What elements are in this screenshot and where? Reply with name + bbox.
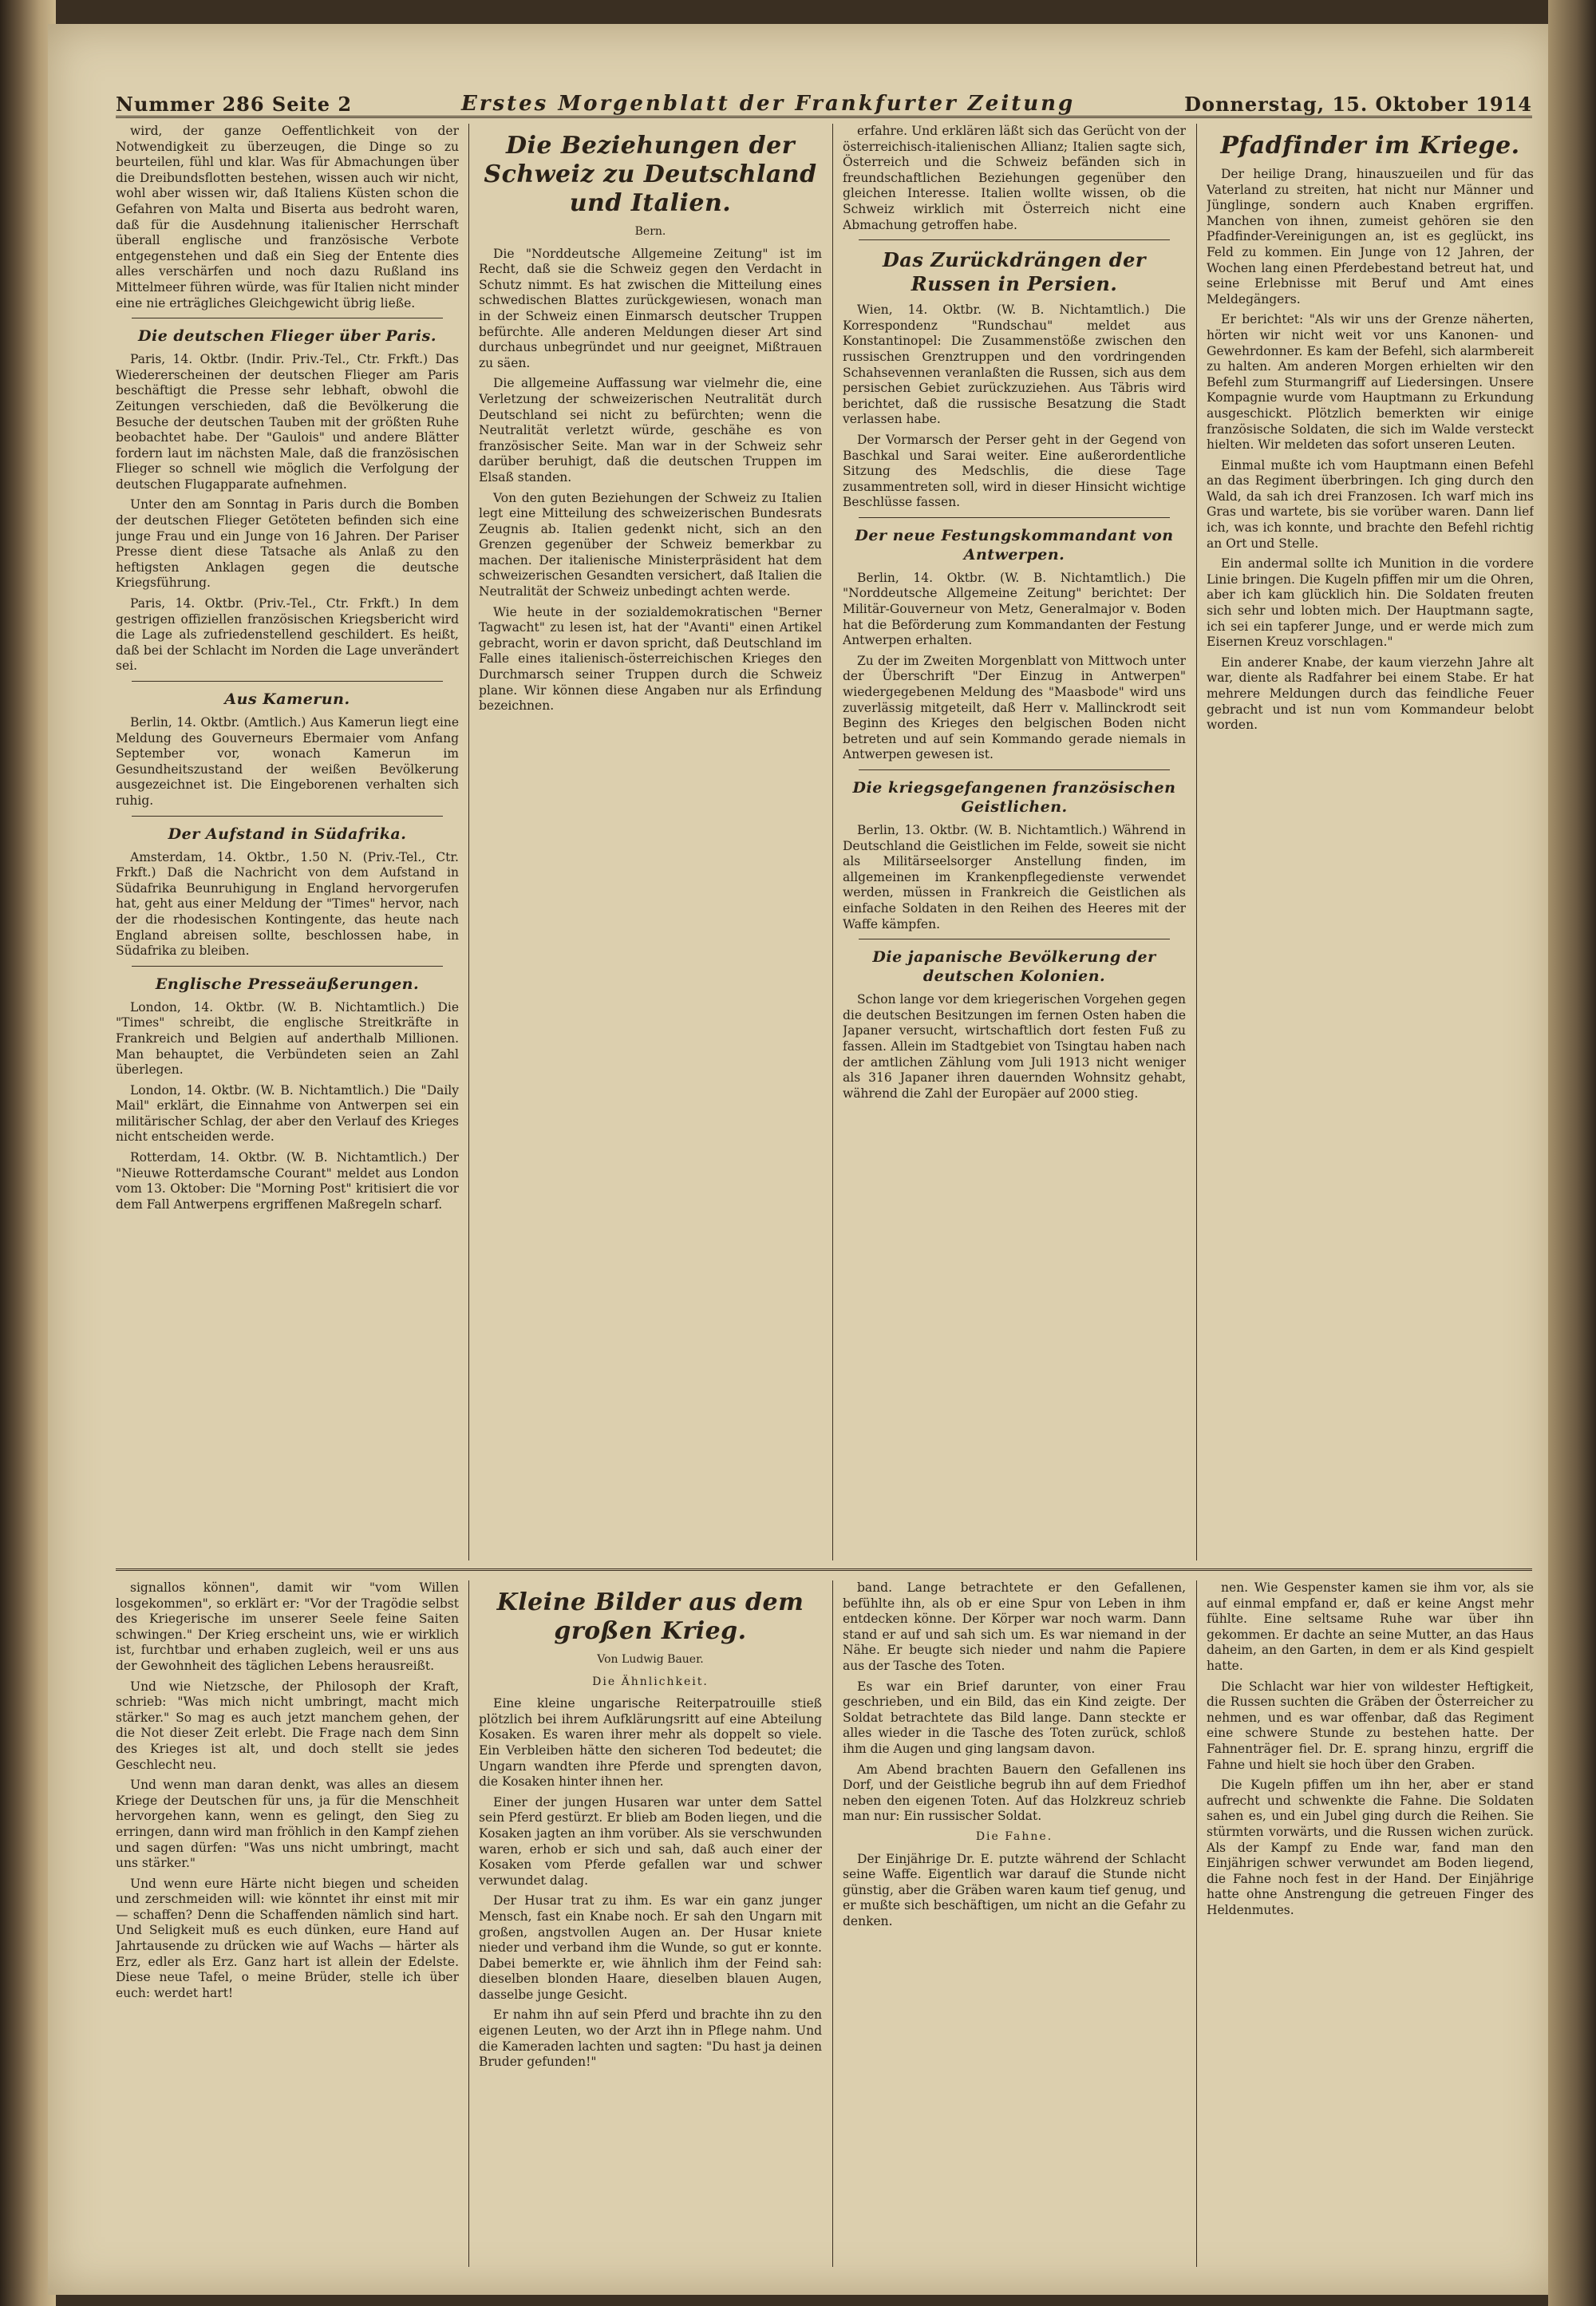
paragraph: Es war ein Brief darunter, von einer Frau geschrieben, und ein Bild, das ein Kind zeigte. Der Soldat betrachtete das Bild lange. Dann steckte er alles wieder in die Tasche des Toten zurück, schloß ihm die Augen und ging langsam davon.	[843, 1679, 1186, 1756]
paragraph: erfahre. Und erklären läßt sich das Gerücht von der österreichisch-italienischen Allianz; Italien sagte sich, Österreich und die Schweiz befänden sich in freundschaftlichen Beziehungen gegenüber den gleichen Interesse. Italien wollte wissen, ob die Schweiz wirklich mit Österreich nicht eine Abmachung getroffen habe.	[843, 124, 1186, 232]
paragraph: Unter den am Sonntag in Paris durch die Bomben der deutschen Flieger Getöteten befinden sich eine junge Frau und ein Junge von 16 Jahren. Der Pariser Presse dient diese Tatsache als Anlaß zu den heftigsten Anklagen gegen die deutsche Kriegsführung.	[116, 497, 459, 591]
paragraph: Schon lange vor dem kriegerischen Vorgehen gegen die deutschen Besitzungen im fernen Osten haben die Japaner versucht, wirtschaftlich dort festen Fuß zu fassen. Allein im Stadtgebiet von Tsingtau haben nach der amtlichen Zählung vom Juli 1913 nicht weniger als 316 Japaner ihren dauernden Wohnsitz gehabt, während die Zahl der Europäer auf 2000 stieg.	[843, 992, 1186, 1101]
newspaper-page	[48, 24, 1556, 2295]
feuilleton-column-4	[1207, 1580, 1534, 2267]
paragraph: Amsterdam, 14. Oktbr., 1.50 N. (Priv.-Tel., Ctr. Frkft.) Daß die Nachricht von dem Aufstand in Südafrika Beunruhigung in England hervorgerufen hat, geht aus einer Meldung der "Times" hervor, nach der die rhodesischen Kontingente, das heute nach England abreisen sollte, beschlossen habe, in Südafrika zu bleiben.	[116, 849, 459, 959]
paragraph: Der heilige Drang, hinauszueilen und für das Vaterland zu streiten, hat nicht nur Männer und Jünglinge, sondern auch Knaben ergriffen. Manchen von ihnen, zumeist gehören sie den Pfadfinder-Vereinigungen an, ist es geglückt, ins Feld zu kommen. Ein Junge von 12 Jahren, der Wochen lang einen Pferdebestand betreut hat, und seine Erlebnisse mit Beruf und Amt eines Meldegängers.	[1207, 167, 1534, 307]
paragraph: Die allgemeine Auffassung war vielmehr die, eine Verletzung der schweizerischen Neutralität durch Deutschland sei nicht zu befürchten; wenn die Neutralität verletzt würde, geschähe es von französischer Seite. Man war in der Schweiz sehr darüber beruhigt, daß die deutschen Truppen im Elsaß standen.	[479, 376, 822, 485]
paragraph: signallos können", damit wir "vom Willen losgekommen", so erklärt er: "Vor der Tragödie selbst des Kriegerische im unserer Seele feine Saiten schwingen." Der Krieg erscheint uns, wie er wirklich ist, furchtbar und erhaben zugleich, weil er uns aus der Gewohnheit des täglichen Lebens herausreißt.	[116, 1580, 459, 1673]
paragraph: Ein andermal sollte ich Munition in die vordere Linie bringen. Die Kugeln pfiffen mir um die Ohren, aber ich kam glücklich hin. Die Soldaten freuten sich sehr und lobten mich. Der Hauptmann sagte, ich sei ein tapferer Junge, und er werde mich zum Eisernen Kreuz vorschlagen."	[1207, 556, 1534, 650]
headline-pfadfinder: Pfadfinder im Kriege.	[1220, 132, 1520, 160]
subheading: Die Fahne.	[975, 1829, 1053, 1843]
divider	[132, 681, 443, 682]
adjacent-page-edge	[1548, 0, 1596, 2306]
paragraph: Er berichtet: "Als wir uns der Grenze näherten, hörten wir nicht weit vor uns Kanonen- und Gewehrdonner. Es kam der Befehl, sich alarmbereit zu halten. Am anderen Morgen erhielten wir den Befehl zum Sturmangriff auf Liedersingen. Unsere Kompagnie wurde vom Hauptmann zu Erkundung ausgeschickt. Plötzlich bemerkten wir einige französische Soldaten, die sich im Walde versteckt hielten. Wir meldeten das sofort unseren Leuten.	[1207, 312, 1534, 453]
headline-kamerun: Aus Kamerun.	[224, 690, 350, 708]
column-rule	[1196, 124, 1197, 1560]
page-number: Nummer 286 Seite 2	[116, 93, 353, 116]
column-1	[116, 124, 459, 1560]
column-rule	[468, 124, 469, 1560]
paragraph: Und wenn man daran denkt, was alles an diesem Kriege der Deutschen für uns, ja für die Menschheit hervorgehen kann, wenn es gelingt, den Sieg zu erringen, dann wird man fröhlich in den Kampf ziehen und sagen dürfen: "Was uns nicht umbringt, macht uns stärker."	[116, 1778, 459, 1871]
headline-kleine-bilder: Kleine Bilder aus dem großen Krieg.	[496, 1588, 804, 1645]
paragraph: Der Husar trat zu ihm. Es war ein ganz junger Mensch, fast ein Knabe noch. Er sah den Ungarn mit großen, angstvollen Augen an. Der Husar kniete nieder und verband ihm die Wunde, so gut er konnte. Dabei bemerkte er, wie ähnlich ihm der Feind sah: dieselben blonden Haare, dieselben blauen Augen, dasselbe junge Gesicht.	[479, 1893, 822, 2002]
paragraph: Berlin, 13. Oktbr. (W. B. Nichtamtlich.) Während in Deutschland die Geistlichen im Felde, soweit sie nicht als Militärseelsorger Anstellung finden, im allgemeinen im Krankenpflegedienste verwendet werden, müssen in Frankreich die Geistlichen als einfache Soldaten in den Reihen des Heeres mit der Waffe kämpfen.	[843, 823, 1186, 931]
newspaper-title: Erstes Morgenblatt der Frankfurter Zeitung	[460, 92, 1076, 116]
divider	[859, 769, 1170, 770]
paragraph: Die Kugeln pfiffen um ihn her, aber er stand aufrecht und schwenkte die Fahne. Die Soldaten sahen es, und ein Jubel ging durch die Reihen. Sie stürmten vorwärts, und die Russen wichen zurück. Als der Kampf zu Ende war, fand man den Einjährigen schwer verwundet am Boden liegend, die Fahne noch fest in der Hand. Der Einjährige hatte ohne Anstrengung die getreuen Finger des Heldenmutes.	[1207, 1778, 1534, 1917]
paragraph: Die Schlacht war hier von wildester Heftigkeit, die Russen suchten die Gräben der Österreicher zu nehmen, und es war offenbar, daß das Regiment eine schwere Stunde zu bestehen hatte. Der Fahnenträger fiel. Dr. E. sprang hinzu, ergriff die Fahne und hielt sie hoch über den Graben.	[1207, 1679, 1534, 1772]
feuilleton-column-2	[479, 1580, 822, 2267]
paragraph: Ein anderer Knabe, der kaum vierzehn Jahre alt war, diente als Radfahrer bei einem Stabe. Er hat mehrere Meldungen durch das feindliche Feuer gebracht und ist nun vom Kommandeur belobt worden.	[1207, 655, 1534, 733]
paragraph: Rotterdam, 14. Oktbr. (W. B. Nichtamtlich.) Der "Nieuwe Rotterdamsche Courant" meldet aus London vom 13. Oktober: Die "Morning Post" kritisiert die vor dem Fall Antwerpens ergriffenen Maßregeln scharf.	[116, 1150, 459, 1212]
paragraph: Paris, 14. Oktbr. (Indir. Priv.-Tel., Ctr. Frkft.) Das Wiedererscheinen der deutschen Flieger am Paris beschäftigt die Presse sehr lebhaft, obwohl die Zeitungen verschieden, daß die Bevölkerung die Besuche der deutschen Tauben mit der größten Ruhe beobachtet habe. Der "Gaulois" und andere Blätter fordern laut im nächsten Male, daß die französischen Flieger so schnell wie möglich die Verfolgung der deutschen Flugapparate aufnehmen.	[116, 352, 459, 492]
paragraph: Der Einjährige Dr. E. putzte während der Schlacht seine Waffe. Eigentlich war darauf die Stunde nicht günstig, aber die Gräben waren kaum tief genug, und er mußte sich beschäftigen, um nicht an die Gefahr zu denken.	[843, 1851, 1186, 1928]
column-rule	[832, 124, 833, 1560]
column-4	[1207, 124, 1534, 1560]
headline-presse: Englische Presseäußerungen.	[155, 975, 420, 993]
paragraph: Wie heute in der sozialdemokratischen "Berner Tagwacht" zu lesen ist, hat der "Avanti" einen Artikel gebracht, worin er davon spricht, daß Deutschland im Falle eines italienisch-österreichischen Krieges den Durchmarsch seiner Truppen durch die Schweiz plane. Wir können diese Angaben nur als Erfindung bezeichnen.	[479, 604, 822, 714]
subheading: Die Ähnlichkeit.	[592, 1675, 709, 1688]
feuilleton-divider	[116, 1568, 1532, 1571]
byline: Bern.	[634, 225, 666, 238]
headline-japaner: Die japanische Bevölkerung der deutschen Kolonien.	[872, 948, 1156, 986]
paragraph: Eine kleine ungarische Reiterpatrouille stieß plötzlich bei ihrem Aufklärungsritt auf eine Abteilung Kosaken. Es waren ihrer mehr als doppelt so viele. Ein Verbleiben hätte den sicheren Tod bedeutet; die Ungarn wandten ihre Pferde und sprengten davon, die Kosaken hinter ihnen her.	[479, 1696, 822, 1790]
column-rule	[1196, 1580, 1197, 2267]
paragraph: Berlin, 14. Oktbr. (Amtlich.) Aus Kamerun liegt eine Meldung des Gouverneurs Ebermaier vom Anfang September vor, wonach Kamerun im Gesundheitszustand der weißen Bevölkerung ausgezeichnet ist. Die Eingeborenen verhalten sich ruhig.	[116, 715, 459, 808]
headline-persien: Das Zurückdrängen der Russen in Persien.	[882, 248, 1146, 296]
paragraph: Und wenn eure Härte nicht biegen und scheiden und zerschmeiden will: wie könntet ihr einst mit mir — schaffen? Denn die Schaffenden nämlich sind hart. Und Seligkeit muß es euch dünken, eure Hand auf Jahrtausende zu drücken wie auf Wachs — härter als Erz, edler als Erz. Ganz hart ist allein der Edelste. Diese neue Tafel, o meine Brüder, stelle ich über euch: werdet hart!	[116, 1876, 459, 2000]
divider	[859, 517, 1170, 518]
paragraph: Einmal mußte ich vom Hauptmann einen Befehl an das Regiment überbringen. Ich ging durch den Wald, da sah ich drei Franzosen. Ich warf mich ins Gras und wartete, bis sie vorüber waren. Dann lief ich, was ich konnte, und brachte den Befehl richtig an Ort und Stelle.	[1207, 457, 1534, 551]
feuilleton-column-1	[116, 1580, 459, 2267]
paragraph: Wien, 14. Oktbr. (W. B. Nichtamtlich.) Die Korrespondenz "Rundschau" meldet aus Konstantinopel: Die Zusammenstöße zwischen den russischen Grenztruppen und den vordringenden Schahsevennen veranlaßten die Russen, sich aus dem persischen Gebiet zurückzuziehen. Aus Täbris wird berichtet, daß die russische Besatzung die Stadt verlassen habe.	[843, 303, 1186, 427]
paragraph: Paris, 14. Oktbr. (Priv.-Tel., Ctr. Frkft.) In dem gestrigen offiziellen französischen Kriegsbericht wird die Lage als zufriedenstellend geschildert. Es heißt, daß bei der Schlacht im Norden die Lage unverändert sei.	[116, 596, 459, 674]
feuilleton-column-3	[843, 1580, 1186, 2267]
issue-date: Donnerstag, 15. Oktober 1914	[1184, 93, 1532, 116]
divider	[132, 816, 443, 817]
paragraph: Berlin, 14. Oktbr. (W. B. Nichtamtlich.) Die "Norddeutsche Allgemeine Zeitung" berichtet: Der Militär-Gouverneur von Metz, Generalmajor v. Boden hat die Beförderung zum Kommandanten der Festung Antwerpen erhalten.	[843, 570, 1186, 648]
paragraph: Zu der im Zweiten Morgenblatt von Mittwoch unter der Überschrift "Der Einzug in Antwerpen" wiedergegebenen Meldung des "Maasbode" wird uns zuverlässig mitgeteilt, daß Herr v. Mallinckrodt seit Beginn des Krieges den belgischen Boden nicht betreten und auf sein Kommando gerade niemals in Antwerpen gewesen ist.	[843, 653, 1186, 762]
divider	[132, 966, 443, 967]
paragraph: Einer der jungen Husaren war unter dem Sattel sein Pferd gestürzt. Er blieb am Boden liegen, und die Kosaken jagten an ihm vorüber. Als sie verschwunden waren, erhob er sich und sah, daß auch einer der Kosaken vom Pferde gefallen war und schwer verwundet dalag.	[479, 1794, 822, 1888]
paragraph: Und wie Nietzsche, der Philosoph der Kraft, schrieb: "Was mich nicht umbringt, macht mich stärker." So mag es auch jetzt manchem gehen, der die Not dieser Zeit erlebt. Die Frage nach dem Sinn des Krieges ist alt, und doch stellt sie jedes Geschlecht neu.	[116, 1679, 459, 1772]
paragraph: nen. Wie Gespenster kamen sie ihm vor, als sie auf einmal empfand er, daß er keine Angst mehr fühlte. Eine seltsame Ruhe war über ihn gekommen. Er dachte an seine Mutter, an das Haus daheim, an den Garten, in dem er als Kind gespielt hatte.	[1207, 1580, 1534, 1673]
divider	[859, 239, 1170, 240]
column-rule	[832, 1580, 833, 2267]
paragraph: Am Abend brachten Bauern den Gefallenen ins Dorf, und der Geistliche begrub ihn auf dem Friedhof neben den eigenen Toten. Auf das Holzkreuz schrieb man nur: Ein russischer Soldat.	[843, 1762, 1186, 1824]
headline-suedafrika: Der Aufstand in Südafrika.	[168, 825, 407, 843]
headline-schweiz: Die Beziehungen der Schweiz zu Deutschland und Italien.	[484, 132, 817, 217]
paragraph: Er nahm ihn auf sein Pferd und brachte ihn zu den eigenen Leuten, wo der Arzt ihn in Pflege nahm. Und die Kameraden lachten und sagten: "Du hast ja deinen Bruder gefunden!"	[479, 2007, 822, 2070]
column-rule	[468, 1580, 469, 2267]
paragraph: Die "Norddeutsche Allgemeine Zeitung" ist im Recht, daß sie die Schweiz gegen den Verdacht in Schutz nimmt. Es hat zwischen die Mitteilung eines schwedischen Blattes zurückgewiesen, wonach man in der Schweiz einen Einmarsch deutscher Truppen befürchte. Alle anderen Meldungen dieser Art sind durchaus unbegründet und nur geeignet, Mißtrauen zu säen.	[479, 246, 822, 370]
paragraph: Von den guten Beziehungen der Schweiz zu Italien legt eine Mitteilung des schweizerischen Bundesrats Zeugnis ab. Italien gedenkt nicht, sich an den Grenzen gegenüber der Schweiz bemerkbar zu machen. Der italienische Ministerpräsident hat dem schweizerischen Gesandten versichert, daß Italien die Neutralität der Schweiz unbedingt achten werde.	[479, 490, 822, 599]
paragraph: band. Lange betrachtete er den Gefallenen, befühlte ihn, als ob er eine Spur von Leben in ihm entdecken könne. Der Körper war noch warm. Dann stand er auf und sah sich um. Es war niemand in der Nähe. Er beugte sich nieder und nahm die Papiere aus der Tasche des Toten.	[843, 1580, 1186, 1673]
column-3	[843, 124, 1186, 1560]
paragraph: London, 14. Oktbr. (W. B. Nichtamtlich.) Die "Daily Mail" erklärt, die Einnahme von Antwerpen sei ein militärischer Schlag, der aber den Verlauf des Krieges nicht entscheiden werde.	[116, 1082, 459, 1145]
headline-antwerpen: Der neue Festungskommandant von Antwerpen.	[855, 526, 1174, 564]
column-2	[479, 124, 822, 1560]
headline-flieger: Die deutschen Flieger über Paris.	[138, 327, 437, 346]
paragraph: London, 14. Oktbr. (W. B. Nichtamtlich.) Die "Times" schreibt, die englische Streitkräfte in Frankreich und Belgien auf anderthalb Millionen. Man behauptet, die Verbündeten seien an Zahl überlegen.	[116, 999, 459, 1078]
article-continuation: wird, der ganze Oeffentlichkeit von der Notwendigkeit zu überzeugen, die Dinge so zu beurteilen, fühl und klar. Was für Abmachungen über die Dreibundsflotten bestehen, wissen auch wir nicht, wohl aber wissen wir, daß Italiens Küsten schon die Gefahren von Malta und Biserta aus bedroht waren, daß für die Ausdehnung italienischer Herrschaft überall englische und französische Verbote entgegenstehen und daß ein Sieg der Entente dies alles verschärfen und noch dazu Rußland ins Mittelmeer führen würde, was für Italien nicht minder eine nie erträgliches Gleichgewicht übrig ließe.	[116, 124, 459, 310]
paragraph: Der Vormarsch der Perser geht in der Gegend von Baschkal und Sarai weiter. Eine außerordentliche Sitzung des Medschlis, die diese Tage zusammentreten soll, wird in dieser Hinsicht wichtige Beschlüsse fassen.	[843, 432, 1186, 510]
byline: Von Ludwig Bauer.	[597, 1653, 704, 1666]
headline-geistliche: Die kriegsgefangenen französischen Geistlichen.	[852, 779, 1176, 816]
masthead	[116, 84, 1532, 118]
